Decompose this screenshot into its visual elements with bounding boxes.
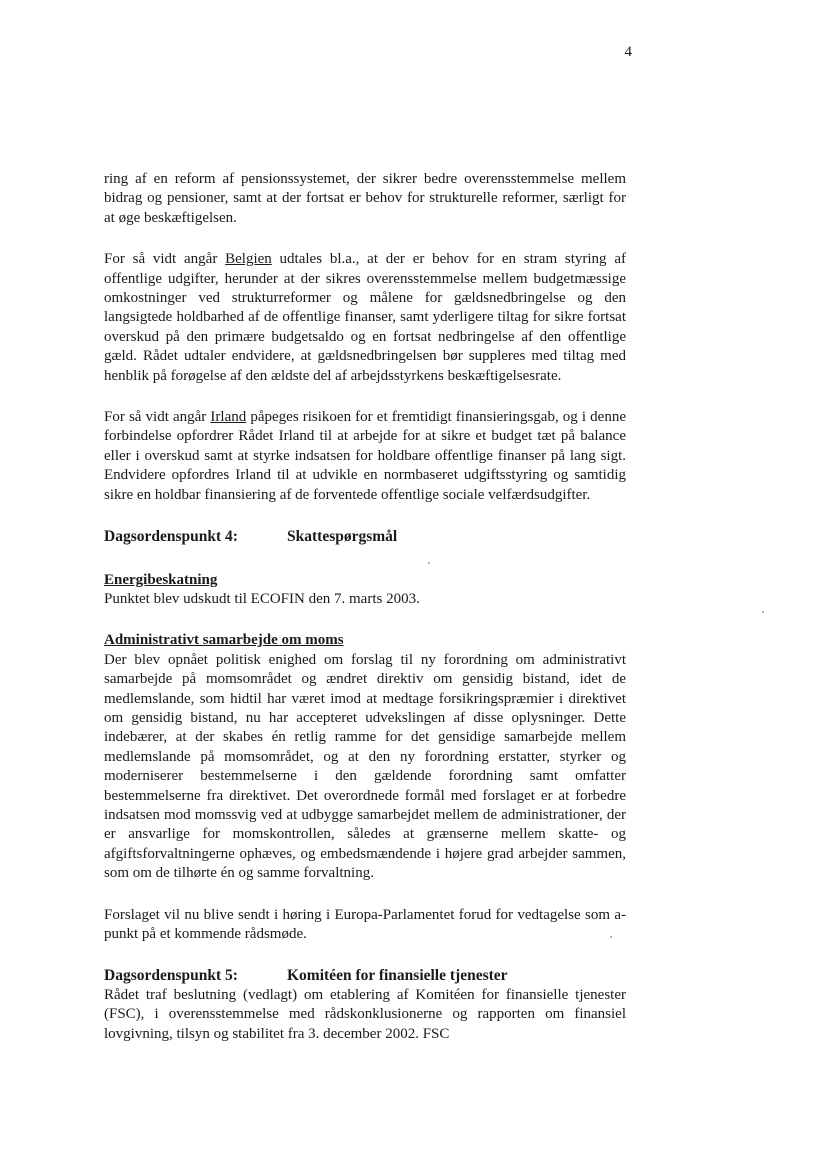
paragraph-pension-reform: ring af en reform af pensionssystemet, der sikrer bedre overensstemmelse mellem bidrag og pensioner, samt at der fortsat er behov for strukturelle reformer, særligt for at øge beskæftigelsen. xyxy=(104,171,626,226)
energy-taxation-heading: Energibeskatning xyxy=(104,571,218,588)
document-body xyxy=(104,170,626,1044)
page-number: 4 xyxy=(624,44,632,60)
agenda-item-4-heading xyxy=(104,527,626,546)
scan-speck xyxy=(762,611,764,613)
scan-speck xyxy=(428,562,430,564)
ireland-intro: For så vidt angår xyxy=(104,409,211,426)
agenda-item-4-label: Dagsordenspunkt 4: xyxy=(104,528,238,546)
vat-cooperation-text: Der blev opnået politisk enighed om forslag til ny forordning om administrativt samarbejde på momsområdet og ændret direktiv om gensidig bistand, idet de medlemslande, som hidtil har været imod at medtage forsikringspræmier i direktivet om gensidig bistand, nu har accepteret udvekslingen af disse oplysninger. Dette indebærer, at der skabes én retlig ramme for det gensidige samarbejde mellem medlemslande på momsområdet, og at den ny forordning erstatter, styrker og moderniserer bestemmelserne i den gældende forordning samt omfatter bestemmelserne fra direktivet. Det overordnede formål med forslaget er at forbedre indsatsen mod momssvig ved at udbygge samarbejdet mellem de administrationer, der er ansvarlige for momskontrollen, således at grænserne mellem skatte- og afgiftsforvaltningerne ophæves, og embedsmændende i højere grad arbejder sammen, som om de tilhørte én og samme forvaltning. xyxy=(104,651,626,882)
agenda-item-5-heading xyxy=(104,966,626,985)
paragraph-fsc: Rådet traf beslutning (vedlagt) om etablering af Komitéen for finansielle tjenester (FSC), i overensstemmelse med rådskonklusionerne og rapporten om finansiel lovgivning, tilsyn og stabilitet fra 3. december 2002. FSC xyxy=(104,986,626,1042)
energy-taxation-text: Punktet blev udskudt til ECOFIN den 7. marts 2003. xyxy=(104,590,420,607)
agenda-item-4-title: Skattespørgsmål xyxy=(287,528,398,546)
scan-speck xyxy=(610,936,612,938)
country-belgium: Belgien xyxy=(225,251,272,268)
paragraph-ireland xyxy=(104,408,626,505)
ireland-text: påpeges risikoen for et fremtidigt finansieringsgab, og i denne forbindelse opfordrer Rådet Irland til at arbejde for at sikre et budget tæt på balance eller i overskud samt at styrke indsatsen for holdbare offentlige finanser på lang sigt. Endvidere opfordres Irland til at udvikle en normbaseret udgiftsstyring og samtidig sikre en holdbar finansiering af de forventede offentlige sociale velfærdsudgifter. xyxy=(104,409,626,503)
country-ireland: Irland xyxy=(210,409,247,426)
belgium-intro: For så vidt angår xyxy=(104,251,226,268)
vat-cooperation-heading: Administrativt samarbejde om moms xyxy=(104,632,344,649)
agenda-item-5-title: Komitéen for finansielle tjenester xyxy=(287,967,508,985)
belgium-text: udtales bl.a., at der er behov for en stram styring af offentlige udgifter, herunder at der sikres overensstemmelse mellem budgetmæssige omkostninger ved strukturreformer og målene for gældsnedbringelse og den langsigtede holdbarhed af de offentlige finanser, samt yderligere tiltag for sikre fortsat overskud på den primære budgetsaldo og en fortsat nedbringelse af den offentlige gæld. Rådet udtaler endvidere, at gældsnedbringelsen bør suppleres med tiltag med henblik på forøgelse af den ældste del af arbejdsstyrkens beskæftigelsesrate. xyxy=(104,251,626,384)
agenda-item-5-label: Dagsordenspunkt 5: xyxy=(104,967,238,985)
vat-followup-text: Forslaget vil nu blive sendt i høring i Europa-Parlamentet forud for vedtagelse som a-punkt på et kommende rådsmøde. xyxy=(104,906,626,942)
paragraph-belgium xyxy=(104,250,626,386)
